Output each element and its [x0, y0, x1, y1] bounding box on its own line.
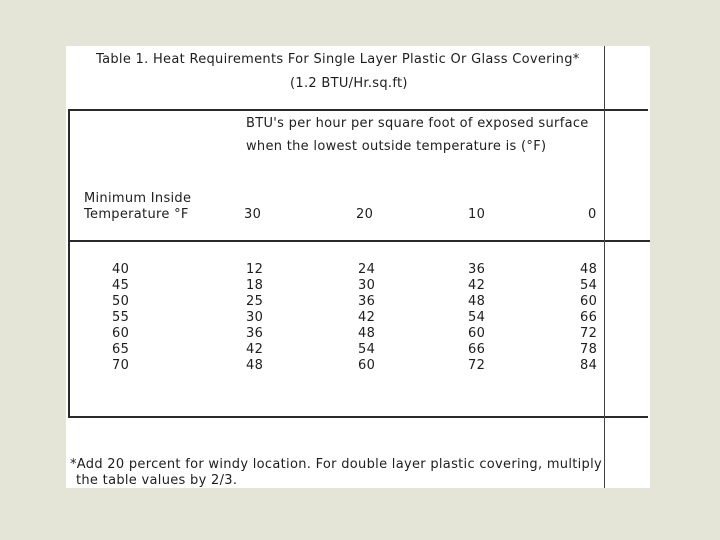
- table-cell: 18: [246, 278, 264, 293]
- table-cell: 54: [580, 278, 598, 293]
- scan-artifact-line: [604, 46, 605, 488]
- row-inside-temp: 45: [112, 278, 130, 293]
- table-cell: 66: [580, 310, 598, 325]
- table-cell: 72: [580, 326, 598, 341]
- footnote-line2: the table values by 2/3.: [76, 473, 238, 488]
- table-cell: 24: [358, 262, 376, 277]
- table-cell: 66: [468, 342, 486, 357]
- column-header-10: 10: [468, 207, 486, 222]
- table-cell: 54: [468, 310, 486, 325]
- row-header-line2: Temperature °F: [84, 207, 189, 222]
- row-inside-temp: 50: [112, 294, 130, 309]
- table-cell: 54: [358, 342, 376, 357]
- table-cell: 60: [358, 358, 376, 373]
- column-group-header-line1: BTU's per hour per square foot of exposed surface: [246, 116, 589, 131]
- table-title: Table 1. Heat Requirements For Single Layer Plastic Or Glass Covering*: [96, 52, 580, 67]
- table-cell: 72: [468, 358, 486, 373]
- table-cell: 25: [246, 294, 264, 309]
- row-inside-temp: 65: [112, 342, 130, 357]
- table-cell: 48: [468, 294, 486, 309]
- table-subtitle: (1.2 BTU/Hr.sq.ft): [290, 76, 408, 91]
- table-cell: 42: [468, 278, 486, 293]
- table-cell: 36: [358, 294, 376, 309]
- row-inside-temp: 40: [112, 262, 130, 277]
- table-cell: 36: [468, 262, 486, 277]
- table-cell: 48: [358, 326, 376, 341]
- table-cell: 30: [246, 310, 264, 325]
- table-cell: 36: [246, 326, 264, 341]
- footnote-line1: *Add 20 percent for windy location. For double layer plastic covering, multiply: [70, 457, 603, 472]
- column-header-30: 30: [244, 207, 262, 222]
- table-cell: 48: [246, 358, 264, 373]
- table-cell: 84: [580, 358, 598, 373]
- column-group-header-line2: when the lowest outside temperature is (°F): [246, 139, 547, 154]
- scanned-document: [66, 46, 650, 488]
- table-cell: 48: [580, 262, 598, 277]
- row-inside-temp: 70: [112, 358, 130, 373]
- row-inside-temp: 55: [112, 310, 130, 325]
- table-cell: 60: [468, 326, 486, 341]
- table-cell: 78: [580, 342, 598, 357]
- table-cell: 60: [580, 294, 598, 309]
- table-cell: 42: [246, 342, 264, 357]
- row-inside-temp: 60: [112, 326, 130, 341]
- table-cell: 30: [358, 278, 376, 293]
- table-cell: 42: [358, 310, 376, 325]
- header-divider: [68, 240, 650, 242]
- column-header-20: 20: [356, 207, 374, 222]
- column-header-0: 0: [588, 207, 597, 222]
- table-cell: 12: [246, 262, 264, 277]
- row-header-line1: Minimum Inside: [84, 191, 192, 206]
